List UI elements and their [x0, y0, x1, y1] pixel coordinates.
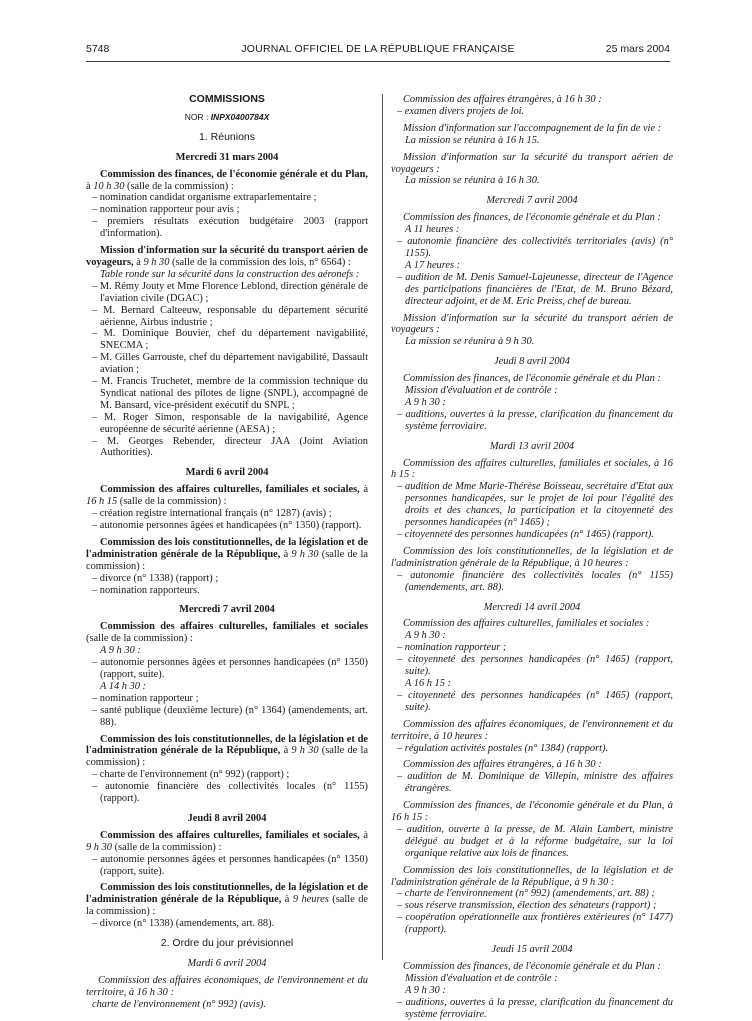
- meeting-entry: [86, 245, 368, 269]
- day-heading: Mercredi 7 avril 2004: [179, 604, 275, 616]
- day-heading: Mardi 6 avril 2004: [185, 467, 269, 479]
- agenda-item: – audition de M. Dominique de Villepin, ministre des affaires étrangères.: [397, 771, 673, 795]
- agenda-item: – auditions, ouvertes à la presse, clarification du financement du système ferroviaire.: [397, 408, 673, 432]
- agenda-item: – divorce (n° 1338) (rapport) ;: [92, 572, 219, 584]
- left-column: [86, 94, 368, 1011]
- agenda-entry: Commission des affaires économiques, de l'environnement et du territoire, à 16 h 30 :: [86, 974, 368, 998]
- meeting-time: 10 h 30: [93, 180, 125, 192]
- agenda-entry: Commission des finances, de l'économie générale et du Plan :: [403, 212, 661, 224]
- meeting-location: (salle de la commission) :: [124, 180, 234, 192]
- meeting-location: (salle de la commission) :: [86, 745, 368, 769]
- body-name: Commission des lois constitutionnelles, de la législation et de l'administration générale de la République,: [86, 733, 368, 757]
- agenda-entry: Commission des finances, de l'économie générale et du Plan :: [403, 961, 661, 972]
- agenda-item: – M. Gilles Garrouste, chef du département navigabilité, Dassault aviation ;: [92, 352, 368, 376]
- column-divider: [382, 94, 383, 960]
- agenda-item: – autonomie financière des collectivités locales (n° 1155) (rapport).: [92, 781, 368, 805]
- meeting-time: 9 heures: [292, 894, 329, 906]
- agenda-subline: A 9 h 30 :: [405, 396, 446, 408]
- agenda-subline: Mission d'évaluation et de contrôle :: [405, 385, 558, 397]
- meeting-time: 9 h 30: [291, 548, 319, 560]
- meeting-connector: à: [359, 829, 368, 841]
- agenda-item: – examen divers projets de loi.: [397, 105, 525, 117]
- agenda-item: – autonomie financière des collectivités locales (n° 1155) (amendements, art. 88).: [397, 569, 673, 593]
- meeting-time: 9 h 30: [143, 256, 170, 268]
- meeting-time: 9 h 30: [86, 841, 112, 853]
- agenda-item: – M. Rémy Jouty et Mme Florence Leblond, direction générale de l'aviation civile (DGAC) ;: [92, 280, 368, 304]
- meeting-location: (salle de la commission des lois, n° 6564) :: [169, 256, 351, 268]
- agenda-item: – citoyenneté des personnes handicapées (n° 1465) (rapport).: [397, 529, 654, 540]
- meeting-entry: [86, 537, 368, 573]
- agenda-item: – audition, ouverte à la presse, de M. Alain Lambert, ministre délégué au budget et à la réforme budgétaire, sur la loi organique relative aux lois de finances.: [397, 823, 673, 859]
- agenda-subline: A 14 h 30 :: [100, 680, 146, 692]
- meeting-entry: [86, 621, 368, 645]
- agenda-item: – citoyenneté des personnes handicapées (n° 1465) (rapport, suite).: [397, 654, 673, 678]
- meeting-connector: à: [86, 180, 94, 192]
- agenda-item: – nomination rapporteur pour avis ;: [92, 204, 240, 216]
- agenda-entry: Mission d'information sur la sécurité du transport aérien de voyageurs :: [391, 312, 673, 336]
- meeting-entry: [86, 830, 368, 854]
- agenda-entry: Commission des affaires culturelles, familiales et sociales :: [403, 618, 650, 630]
- meeting-entry: [86, 169, 368, 193]
- meeting-connector: à: [359, 484, 368, 496]
- section-title: COMMISSIONS: [189, 93, 265, 105]
- meeting-connector: à: [280, 745, 292, 757]
- agenda-item: – autonomie personnes âgées et personnes handicapées (n° 1350) (rapport, suite).: [92, 657, 368, 680]
- body-name: Commission des affaires culturelles, familiales et sociales: [100, 621, 368, 633]
- agenda-subline: Table ronde sur la sécurité dans la construction des aéronefs :: [100, 268, 360, 280]
- agenda-item: – M. Francis Truchetet, membre de la commission technique du Syndicat national des pilotes de ligne (SNPL), accompagné de M. Bansard, vice-président exécutif du SNPL ;: [92, 376, 368, 411]
- agenda-subline: A 16 h 15 :: [405, 677, 451, 689]
- meeting-time: 9 h 30: [291, 745, 319, 757]
- agenda-item: – audition de Mme Marie-Thérèse Boisseau, secrétaire d'Etat aux personnes handicapées, sur le projet de loi pour l'égalité des droits et des chances, la participation et la citoyenneté des personnes handicapées (n° 1465) ;: [397, 481, 673, 529]
- day-heading: Mercredi 31 mars 2004: [175, 151, 279, 163]
- agenda-item: – premiers résultats exécution budgétaire 2003 (rapport d'information).: [92, 216, 368, 240]
- body-name: Commission des lois constitutionnelles, de la législation et de l'administration générale de la République,: [86, 536, 368, 560]
- nor-label: NOR :: [184, 111, 211, 122]
- agenda-item: – M. Dominique Bouvier, chef du département navigabilité, SNECMA ;: [92, 328, 368, 352]
- heading-reunions: 1. Réunions: [198, 130, 256, 143]
- agenda-item: – nomination candidat organisme extraparlementaire ;: [92, 192, 317, 204]
- agenda-item: – M. Georges Rebender, directeur JAA (Joint Aviation Authorities).: [92, 435, 368, 459]
- right-column: [391, 94, 673, 1021]
- agenda-item: – autonomie financière des collectivités territoriales (avis) (n° 1155).: [397, 236, 673, 259]
- agenda-entry: Mission d'information sur la sécurité du transport aérien de voyageurs :: [391, 151, 673, 175]
- agenda-item: – M. Roger Simon, responsable de la navigabilité, Agence européenne de sécurité aérienne (AESA) ;: [92, 411, 368, 435]
- agenda-item: – citoyenneté des personnes handicapées (n° 1465) (rapport, suite).: [397, 689, 673, 713]
- left-tail: [86, 958, 368, 1011]
- agenda-subline: A 9 h 30 :: [405, 630, 446, 642]
- meeting-location: (salle de la commission) :: [117, 496, 227, 508]
- agenda-subline: A 17 heures :: [405, 259, 461, 271]
- meeting-entry: [86, 882, 368, 918]
- day-heading: Mercredi 14 avril 2004: [483, 601, 581, 613]
- agenda-subline: A 11 heures :: [405, 224, 460, 236]
- agenda-entry: Commission des lois constitutionnelles, de la législation et de l'administration générale de la République, à 9 h 30 :: [391, 864, 673, 888]
- agenda-item: – charte de l'environnement (n° 992) (rapport) ;: [92, 769, 290, 781]
- meeting-connector: à: [133, 256, 144, 268]
- body-name: Mission d'information sur la sécurité du transport aérien de voyageurs,: [86, 245, 368, 268]
- agenda-subline: A 9 h 30 :: [405, 984, 446, 996]
- agenda-item: – régulation activités postales (n° 1384) (rapport).: [397, 742, 609, 754]
- body-name: Commission des affaires culturelles, familiales et sociales,: [100, 484, 360, 496]
- meeting-time: 16 h 15: [86, 496, 118, 508]
- agenda-subline: La mission se réunira à 16 h 15.: [405, 134, 540, 146]
- agenda-entry: Commission des affaires culturelles, familiales et sociales, à 16 h 15 :: [391, 457, 673, 481]
- agenda-item: – autonomie personnes âgées et handicapées (n° 1350) (rapport).: [92, 520, 362, 531]
- left-blocks: [86, 152, 368, 930]
- agenda-entry: Commission des finances, de l'économie générale et du Plan, à 16 h 15 :: [391, 800, 673, 824]
- nor-reference: [86, 112, 368, 124]
- meeting-location: (salle de la commission) :: [111, 841, 222, 853]
- agenda-entry: Commission des lois constitutionnelles, de la législation et de l'administration générale de la République, à 10 heures :: [391, 545, 673, 569]
- agenda-item: – audition de M. Denis Samuel-Lajeunesse, directeur de l'Agence des participations financières de l'Etat, de M. Bruno Bézard, directeur adjoint, et de M. Eric Preiss, chef de bureau.: [397, 271, 673, 307]
- agenda-entry: Commission des finances, de l'économie générale et du Plan :: [403, 373, 661, 385]
- header-rule: [86, 61, 670, 62]
- meeting-location: (salle de la commission) :: [86, 894, 369, 918]
- day-heading: Mercredi 7 avril 2004: [486, 195, 578, 207]
- agenda-subline: Mission d'évaluation et de contrôle :: [405, 972, 558, 984]
- agenda-entry: Commission des affaires étrangères, à 16 h 30 :: [403, 759, 602, 771]
- agenda-item: – M. Bernard Calteeuw, responsable du département sécurité aérienne, Airbus industrie ;: [92, 304, 368, 328]
- agenda-subline: A 9 h 30 :: [100, 645, 141, 657]
- day-heading: Jeudi 8 avril 2004: [494, 356, 570, 368]
- agenda-entry: Commission des affaires étrangères, à 16 h 30 :: [403, 94, 602, 105]
- day-heading: Jeudi 8 avril 2004: [187, 812, 267, 824]
- body-name: Commission des affaires culturelles, familiales et sociales,: [100, 829, 360, 841]
- agenda-item: – divorce (n° 1338) (amendements, art. 88).: [92, 918, 275, 930]
- agenda-item: – création registre international français (n° 1287) (avis) ;: [92, 508, 332, 520]
- heading-ordre-du-jour: 2. Ordre du jour prévisionnel: [160, 937, 294, 950]
- agenda-entry: Mission d'information sur l'accompagnement de la fin de vie :: [403, 122, 662, 134]
- meeting-entry: [86, 734, 368, 770]
- day-heading: Mardi 6 avril 2004: [187, 958, 267, 969]
- body-name: Commission des finances, de l'économie générale et du Plan,: [100, 168, 368, 180]
- day-heading: Jeudi 15 avril 2004: [491, 944, 573, 956]
- day-heading: Mardi 13 avril 2004: [489, 440, 575, 452]
- agenda-item: charte de l'environnement (n° 992) (avis).: [92, 998, 266, 1010]
- agenda-entry: Commission des affaires économiques, de l'environnement et du territoire, à 10 heures :: [391, 718, 673, 742]
- meeting-entry: [86, 484, 368, 508]
- meeting-location: (salle de la commission) :: [86, 548, 368, 572]
- agenda-item: – nomination rapporteur ;: [397, 642, 507, 654]
- page-number: 5748: [86, 43, 110, 55]
- agenda-item: – charte de l'environnement (n° 992) (amendements, art. 88) ;: [397, 888, 655, 900]
- meeting-connector: à: [281, 894, 293, 906]
- agenda-item: – autonomie personnes âgées et personnes handicapées (n° 1350) (rapport, suite).: [92, 853, 368, 877]
- meeting-connector: à: [280, 548, 292, 560]
- agenda-item: – sous réserve transmission, élection des sénateurs (rapport) ;: [397, 900, 657, 912]
- page-header: [86, 44, 670, 58]
- agenda-item: – santé publique (deuxième lecture) (n° 1364) (amendements, art. 88).: [92, 704, 368, 728]
- body-name: Commission des lois constitutionnelles, de la législation et de l'administration générale de la République,: [86, 882, 368, 906]
- agenda-item: – nomination rapporteur ;: [92, 692, 199, 704]
- issue-date: 25 mars 2004: [605, 43, 670, 55]
- agenda-subline: La mission se réunira à 9 h 30.: [405, 336, 535, 348]
- agenda-subline: La mission se réunira à 16 h 30.: [405, 175, 540, 187]
- journal-title: JOURNAL OFFICIEL DE LA RÉPUBLIQUE FRANÇAISE: [241, 43, 515, 55]
- agenda-item: – nomination rapporteurs.: [92, 584, 200, 596]
- meeting-location: (salle de la commission) :: [86, 633, 193, 645]
- right-blocks: [391, 94, 673, 1021]
- agenda-item: – auditions, ouvertes à la presse, clarification du financement du système ferroviaire.: [397, 996, 673, 1020]
- nor-code: INPX0400784X: [210, 111, 270, 122]
- agenda-item: – coopération opérationnelle aux frontières extérieures (n° 1477) (rapport).: [397, 912, 673, 936]
